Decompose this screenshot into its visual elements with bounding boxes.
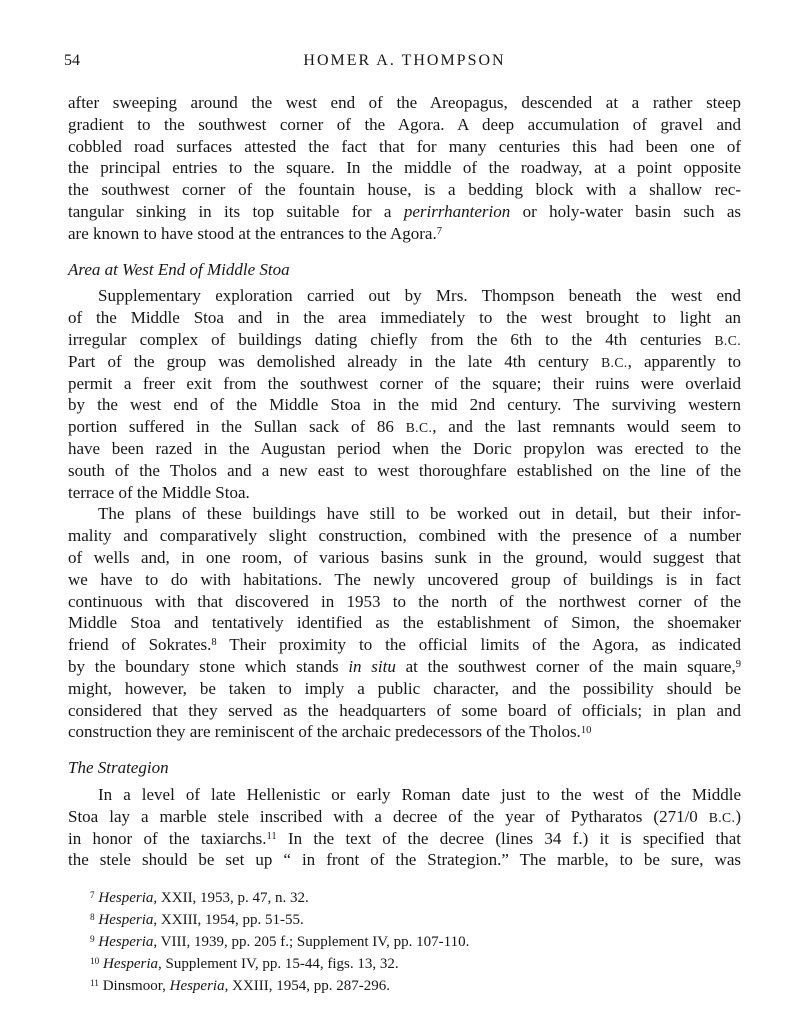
- footnotes-block: [68, 887, 741, 997]
- text-run: B.C.: [708, 809, 736, 825]
- text-line: [68, 373, 741, 395]
- footnote-marker: 8: [90, 912, 95, 923]
- text-run: cobbled road surfaces attested the fact that for many centuries this had been one of: [68, 136, 741, 156]
- text-run: friend of Sokrates.: [68, 635, 212, 655]
- text-line: [68, 656, 741, 678]
- text-line: [68, 460, 741, 482]
- text-run: gradient to the southwest corner of the Agora. A deep accumulation of gravel and: [68, 114, 741, 134]
- page-header: [64, 52, 741, 74]
- footnote-marker: 11: [90, 978, 99, 989]
- text-run: , apparently to: [627, 351, 741, 371]
- text-line: [68, 157, 741, 179]
- text-run: Their proximity to the official limits of the Agora, as indicated: [216, 635, 741, 655]
- text-run: of wells and, in one room, of various basins sunk in the ground, would suggest that: [68, 547, 741, 567]
- text-line: [68, 179, 741, 201]
- text-run: terrace of the Middle Stoa.: [68, 482, 250, 502]
- text-line: [68, 329, 741, 351]
- text-run: south of the Tholos and a new east to west thoroughfare established on the line of the: [68, 460, 741, 480]
- text-run: In the text of the decree (lines 34 f.) it is specified that: [276, 828, 741, 848]
- page-number: 54: [64, 52, 80, 69]
- text-run: by the boundary stone which stands: [68, 656, 349, 676]
- text-run: considered that they served as the headquarters of some board of officials; in plan and: [68, 700, 741, 720]
- section-heading: Area at West End of Middle Stoa: [68, 259, 290, 279]
- footnote-marker: 10: [580, 724, 592, 736]
- text-line: [68, 784, 741, 806]
- text-line: [68, 503, 741, 525]
- text-run: , Supplement IV, pp. 15-44, figs. 13, 32.: [158, 956, 399, 973]
- text-run: B.C.: [405, 420, 433, 436]
- text-line: [68, 114, 741, 136]
- italic-text: Hesperia: [169, 978, 225, 995]
- footnote-marker: 11: [266, 830, 277, 842]
- text-run: , XXIII, 1954, pp. 287-296.: [224, 978, 391, 995]
- text-run: tangular sinking in its top suitable for a: [68, 201, 404, 221]
- article-body: [68, 92, 741, 871]
- text-run: ): [735, 806, 741, 826]
- text-run: mality and comparatively slight construction, combined with the presence of a number: [68, 526, 741, 546]
- text-run: the stele should be set up “ in front of the Strategion.” The marble, to be sure, was: [68, 850, 741, 870]
- text-line: [68, 136, 741, 158]
- text-line: [68, 828, 741, 850]
- text-run: The plans of these buildings have still to be worked out in detail, but their infor-: [98, 504, 741, 524]
- text-line: [68, 92, 741, 114]
- footnote: [90, 953, 741, 975]
- footnote-marker: 9: [735, 659, 741, 671]
- body-paragraph: [68, 285, 741, 503]
- text-run: after sweeping around the west end of the Areopagus, descended at a rather steep: [68, 93, 741, 112]
- text-run: the principal entries to the square. In the middle of the roadway, at a point opposite: [68, 158, 741, 178]
- text-line: [68, 525, 741, 547]
- body-paragraph: [68, 503, 741, 743]
- text-run: or holy-water basin such as: [510, 201, 741, 221]
- italic-text: Hesperia: [98, 934, 154, 951]
- text-run: at the southwest corner of the main square,: [395, 656, 736, 676]
- text-run: Stoa lay a marble stele inscribed with a decree of the year of Pytharatos (271/0: [68, 806, 709, 826]
- text-run: continuous with that discovered in 1953 to the north of the northwest corner of the: [68, 591, 741, 611]
- text-run: , VIII, 1939, pp. 205 f.; Supplement IV, pp. 107-110.: [153, 934, 470, 951]
- text-line: [68, 547, 741, 569]
- italic-text: Hesperia: [98, 890, 154, 907]
- text-run: portion suffered in the Sullan sack of 86: [68, 417, 406, 437]
- section-heading: The Strategion: [68, 758, 169, 778]
- footnote-marker: 8: [211, 637, 217, 649]
- text-line: [68, 307, 741, 329]
- text-line: [68, 806, 741, 828]
- body-paragraph: [68, 92, 741, 245]
- text-run: Middle Stoa and tentatively identified as the establishment of Simon, the shoemaker: [68, 613, 741, 633]
- text-run: B.C.: [714, 332, 741, 348]
- text-run: Part of the group was demolished already in the late 4th century: [68, 351, 602, 371]
- text-run: B.C.: [601, 354, 628, 370]
- text-run: in honor of the taxiarchs.: [68, 828, 267, 848]
- footnote-marker: 9: [90, 934, 95, 945]
- text-line: [68, 721, 741, 743]
- text-run: construction they are reminiscent of the archaic predecessors of the Tholos.: [68, 722, 581, 742]
- text-line: [68, 351, 741, 373]
- text-line: [68, 612, 741, 634]
- footnote: [90, 931, 741, 953]
- text-run: Dinsmoor,: [98, 978, 170, 995]
- text-run: irregular complex of buildings dating chiefly from the 6th to the 4th centuries: [68, 329, 715, 349]
- footnote-marker: 7: [90, 890, 95, 901]
- footnote: [90, 975, 741, 997]
- text-run: , XXII, 1953, p. 47, n. 32.: [153, 890, 309, 907]
- text-line: [68, 285, 741, 307]
- text-run: , and the last remnants would seem to: [432, 417, 741, 437]
- text-run: permit a freer exit from the southwest corner of the square; their ruins were overlaid: [68, 373, 741, 393]
- text-run: we have to do with habitations. The newly uncovered group of buildings is in fact: [68, 569, 741, 589]
- italic-text: perirrhanterion: [403, 201, 511, 221]
- text-line: [68, 482, 741, 504]
- footnote-marker: 7: [436, 226, 442, 238]
- text-run: , XXIII, 1954, pp. 51-55.: [153, 912, 304, 929]
- text-line: [68, 849, 741, 871]
- italic-text: Hesperia: [98, 912, 154, 929]
- text-run: have been razed in the Augustan period when the Doric propylon was erected to the: [68, 438, 741, 458]
- text-line: [68, 416, 741, 438]
- footnote: [90, 909, 741, 931]
- page: [64, 52, 741, 997]
- footnote: [90, 887, 741, 909]
- text-line: [68, 700, 741, 722]
- text-line: [68, 438, 741, 460]
- text-run: might, however, be taken to imply a public character, and the possibility should be: [68, 678, 741, 698]
- italic-text: in situ: [348, 656, 396, 676]
- text-line: [68, 201, 741, 223]
- text-run: the southwest corner of the fountain house, is a bedding block with a shallow rec-: [68, 180, 741, 200]
- running-head: HOMER A. THOMPSON: [303, 52, 506, 69]
- text-run: of the Middle Stoa and in the area immediately to the west brought to light an: [68, 308, 741, 328]
- text-line: [68, 591, 741, 613]
- text-line: [68, 634, 741, 656]
- italic-text: Hesperia: [103, 956, 159, 973]
- text-run: In a level of late Hellenistic or early Roman date just to the west of the Middle: [98, 784, 741, 804]
- text-run: by the west end of the Middle Stoa in the mid 2nd century. The surviving western: [68, 395, 741, 415]
- body-paragraph: [68, 784, 741, 871]
- text-line: [68, 223, 741, 245]
- text-line: [68, 678, 741, 700]
- text-line: [68, 394, 741, 416]
- text-run: Supplementary exploration carried out by Mrs. Thompson beneath the west end: [98, 286, 741, 306]
- text-line: [68, 569, 741, 591]
- footnote-marker: 10: [90, 956, 100, 967]
- text-run: are known to have stood at the entrances to the Agora.: [68, 223, 437, 243]
